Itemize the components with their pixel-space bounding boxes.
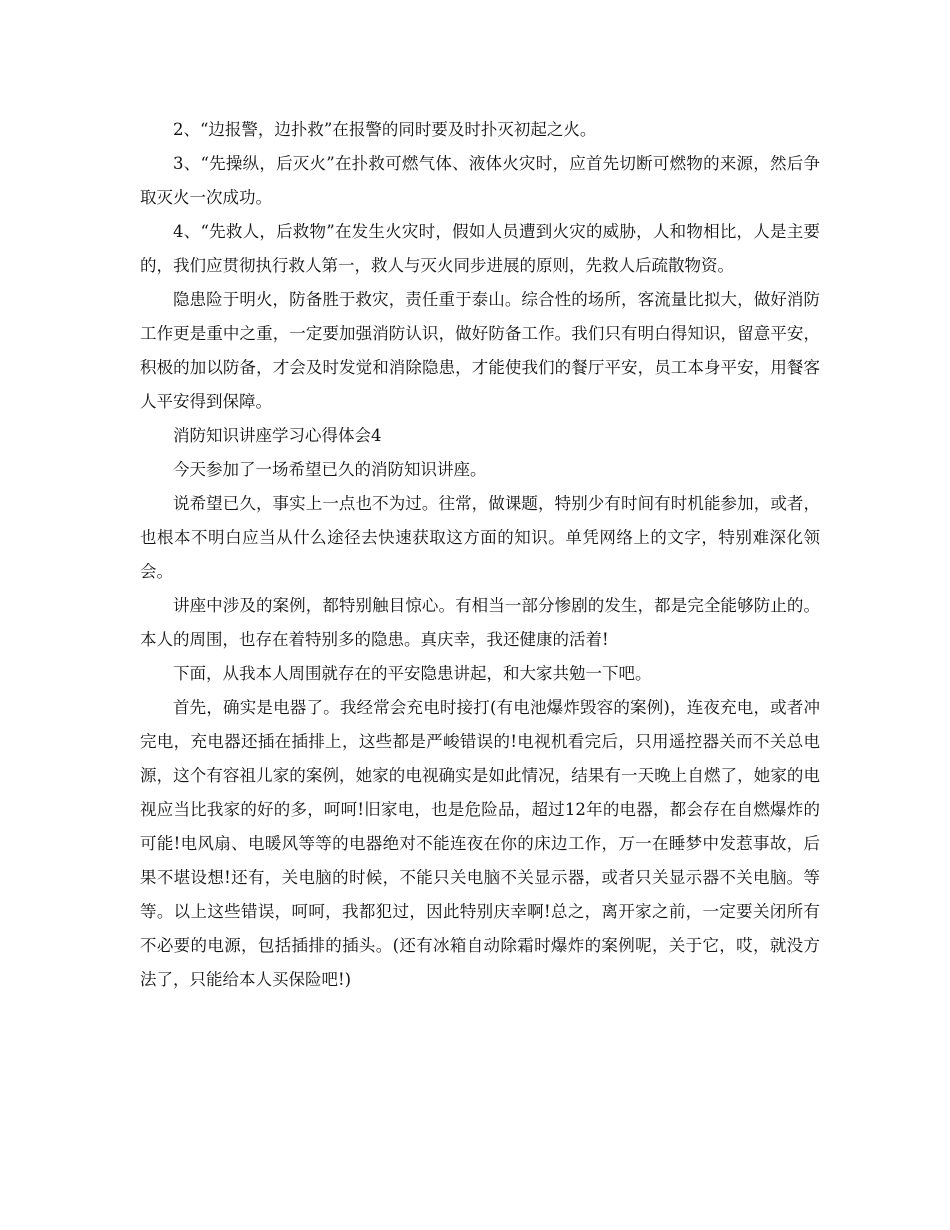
document-body — [140, 113, 820, 997]
paragraph-electrical-hazards: 首先，确实是电器了。我经常会充电时接打(有电池爆炸毁容的案例)，连夜充电，或者冲完电，充电器还插在插排上，这些都是严峻错误的!电视机看完后，只用遥控器关而不关总电源，这个有容祖儿家的案例，她家的电视确实是如此情况，结果有一天晚上自燃了，她家的电视应当比我家的好的多，呵呵!旧家电，也是危险品，超过12年的电器，都会存在自燃爆炸的可能!电风扇、电暖风等等的电器绝对不能连夜在你的床边工作，万一在睡梦中发惹事故，后果不堪设想!还有，关电脑的时候，不能只关电脑不关显示器，或者只关显示器不关电脑。等等。以上这些错误，呵呵，我都犯过，因此特别庆幸啊!总之，离开家之前，一定要关闭所有不必要的电源，包括插排的插头。(还有冰箱自动除霜时爆炸的案例呢，关于它，哎，就没方法了，只能给本人买保险吧!) — [140, 698, 820, 989]
paragraph-cases: 讲座中涉及的案例，都特别触目惊心。有相当一部分惨剧的发生，都是完全能够防止的。本人的周围，也存在着特别多的隐患。真庆幸，我还健康的活着! — [140, 596, 820, 649]
paragraph-summary: 隐患险于明火，防备胜于救灾，责任重于泰山。综合性的场所，客流量比拟大，做好消防工作更是重中之重，一定要加强消防认识，做好防备工作。我们只有明白得知识，留意平安，积极的加以防备，才会及时发觉和消除隐患，才能使我们的餐厅平安，员工本身平安，用餐客人平安得到保障。 — [140, 290, 820, 411]
paragraph-rule-3: 3、“先操纵，后灭火”在扑救可燃气体、液体火灾时，应首先切断可燃物的来源，然后争取灭火一次成功。 — [140, 154, 820, 207]
paragraph-anticipation: 说希望已久，事实上一点也不为过。往常，做课题，特别少有时间有时机能参加，或者，也根本不明白应当从什么途径去快速获取这方面的知识。单凭网络上的文字，特别难深化领会。 — [140, 494, 820, 581]
section-heading: 消防知识讲座学习心得体会4 — [173, 426, 382, 445]
paragraph-rule-4: 4、“先救人，后救物”在发生火灾时，假如人员遭到火灾的威胁，人和物相比，人是主要的，我们应贯彻执行救人第一，救人与灭火同步进展的原则，先救人后疏散物资。 — [140, 222, 820, 275]
paragraph-rule-2: 2、“边报警，边扑救”在报警的同时要及时扑灭初起之火。 — [173, 120, 597, 139]
paragraph-intro: 今天参加了一场希望已久的消防知识讲座。 — [173, 460, 487, 479]
paragraph-transition: 下面，从我本人周围就存在的平安隐患讲起，和大家共勉一下吧。 — [173, 664, 652, 683]
